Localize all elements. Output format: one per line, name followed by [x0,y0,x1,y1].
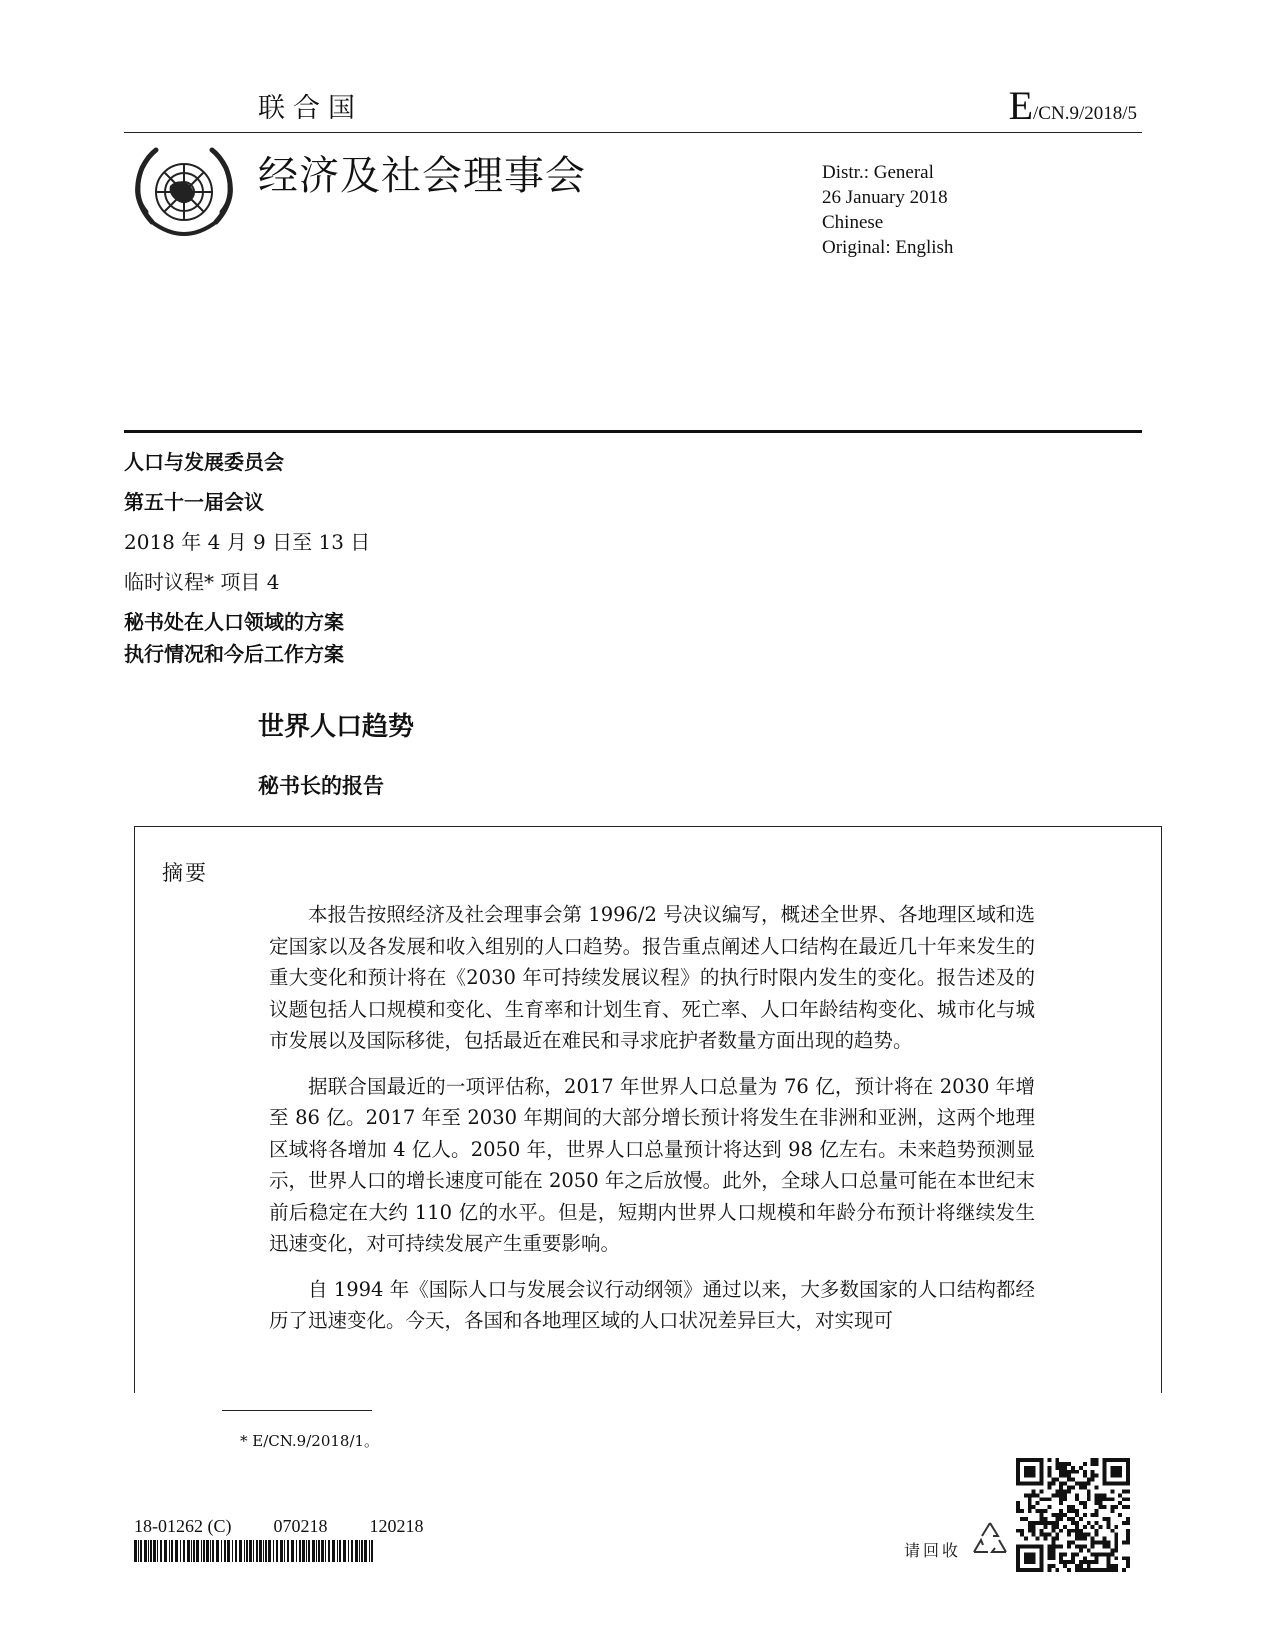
organization-name: 联合国 [258,93,363,124]
summary-paragraph: 据联合国最近的一项评估称，2017 年世界人口总量为 76 亿，预计将在 2030 年增至 86 亿。2017 年至 2030 年期间的大部分增长预计将发生在非洲和亚洲，这两个地理区域将各增加 4 亿人。2050 年，世界人口总量预计将达到 98 亿左右。未来趋势预测显示，世界人口的增长速度可能在 2050 年之后放慢。此外，全球人口总量可能在本世纪末前后稳定在大约 110 亿的水平。但是，短期内世界人口规模和年龄分布预计将继续发生迅速变化，对可持续发展产生重要影响。 [269,1074,1035,1255]
document-language: Chinese [822,212,884,233]
job-number-line [134,1516,424,1537]
agenda-title-line-1: 秘书处在人口领域的方案 [124,610,344,634]
summary-paragraph: 自 1994 年《国际人口与发展会议行动纲领》通过以来，大多数国家的人口结构都经历了迅速变化。今天，各国和各地理区域的人口状况差异巨大，对实现可 [269,1277,1035,1332]
footnote-rule [222,1410,372,1411]
un-emblem-icon [122,142,246,250]
summary-box [134,826,1162,1393]
session-name: 第五十一届会议 [124,490,264,514]
distribution-type: Distr.: General [822,162,934,183]
agenda-title-line-2: 执行情况和今后工作方案 [124,642,344,666]
summary-paragraph: 本报告按照经济及社会理事会第 1996/2 号决议编写，概述全世界、各地理区域和选定国家以及各发展和收入组别的人口趋势。报告重点阐述人口结构在最近几十年来发生的重大变化和预计将在《2030 年可持续发展议程》的执行时限内发生的变化。报告述及的议题包括人口规模和变化、生育率和计划生育、死亡率、人口年龄结构变化、城市化与城市发展以及国际移徙，包括最近在难民和寻求庇护者数量方面出现的趋势。 [269,903,1035,1052]
summary-body [269,899,1035,1351]
symbol-number: /CN.9/2018/5 [1033,103,1137,124]
report-title: 世界人口趋势 [258,712,415,742]
council-name: 经济及社会理事会 [258,153,586,199]
job-number: 18-01262 (C) [134,1516,232,1536]
barcode-icon [134,1540,374,1562]
document-symbol [1009,82,1137,129]
recycle-text: 请回收 [904,1541,962,1560]
qr-code-icon [1016,1458,1130,1572]
date-stamp-2: 120218 [369,1516,424,1536]
section-rule [124,430,1142,433]
header-rule [124,132,1142,133]
commission-name: 人口与发展委员会 [124,450,284,474]
footnote: * E/CN.9/2018/1。 [240,1432,380,1450]
summary-heading: 摘要 [162,861,208,885]
distribution-block [822,160,953,260]
session-dates: 2018 年 4 月 9 日至 13 日 [124,530,371,554]
report-subtitle: 秘书长的报告 [258,774,384,798]
recycle-icon [968,1518,1012,1562]
original-language: Original: English [822,237,954,258]
symbol-letter: E [1008,83,1034,128]
agenda-item: 临时议程* 项目 4 [124,570,280,594]
date-stamp-1: 070218 [273,1516,328,1536]
document-date: 26 January 2018 [822,187,948,208]
